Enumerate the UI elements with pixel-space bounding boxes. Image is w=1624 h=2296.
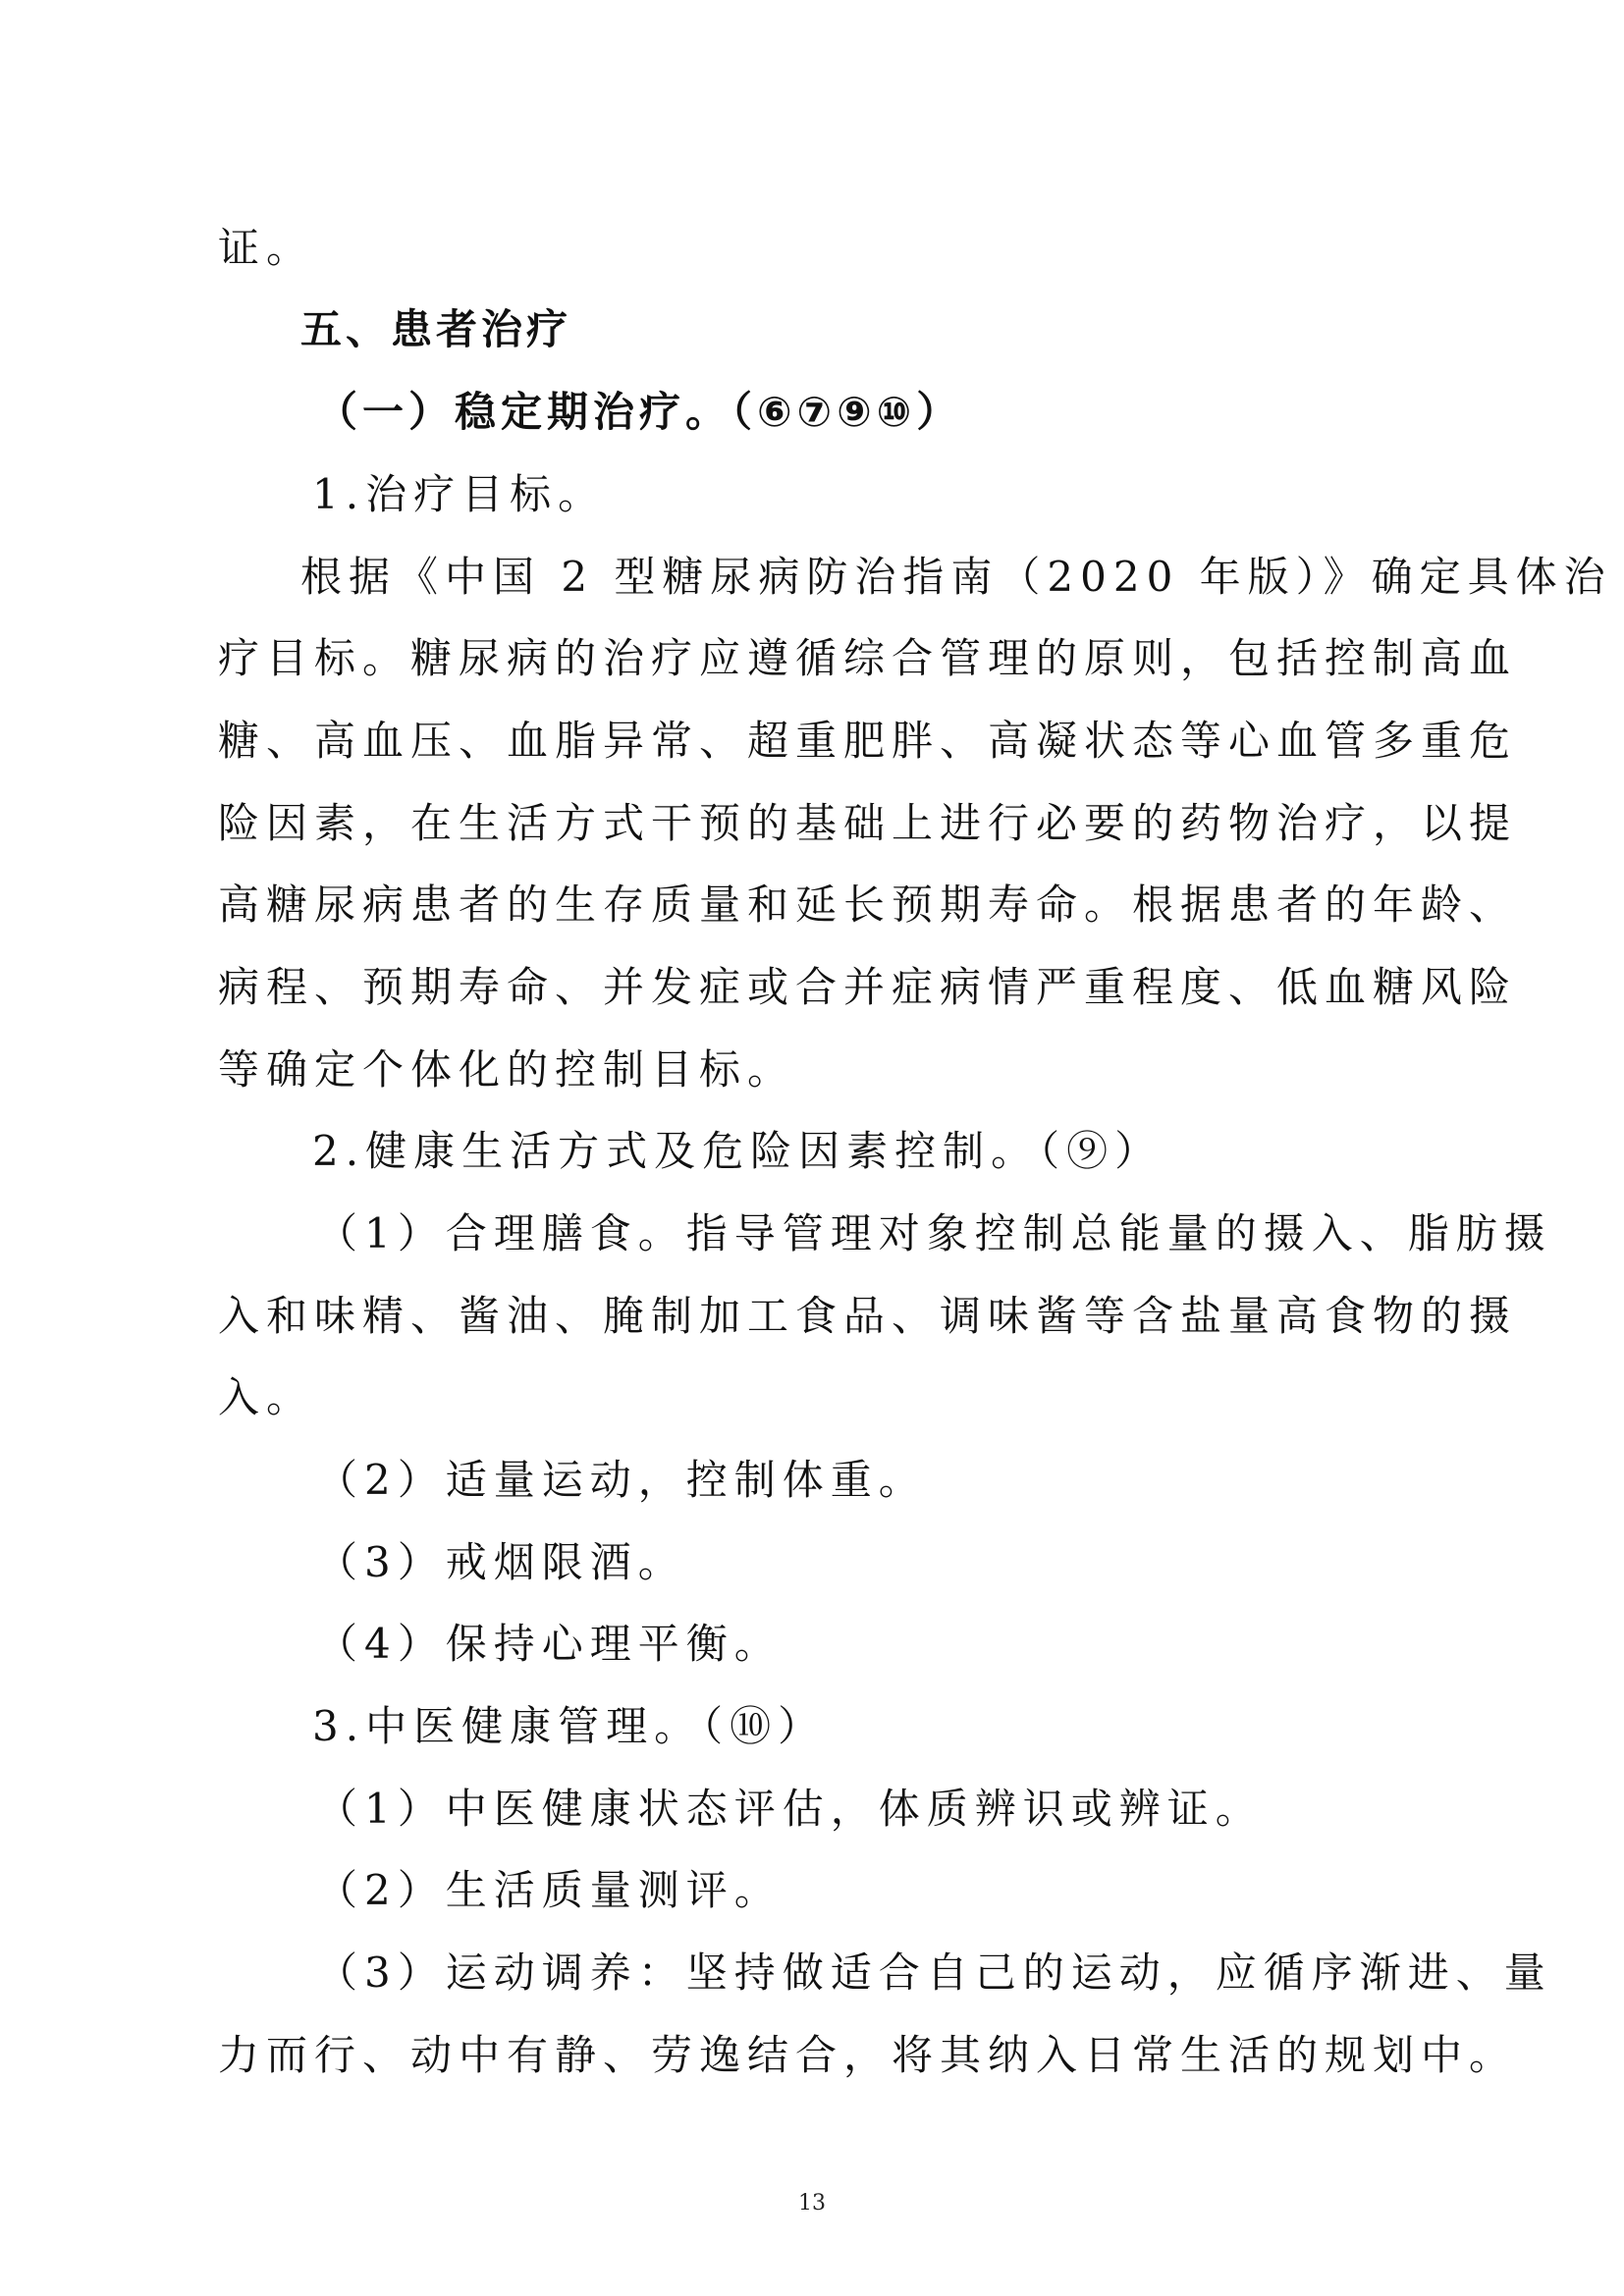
item-heading: 1.治疗目标。 [312, 470, 607, 518]
list-item: （1）中医健康状态评估，体质辨识或辨证。 [316, 1785, 1264, 1833]
subsection-heading: （一）稳定期治疗。（⑥⑦⑨⑩） [316, 388, 963, 436]
paragraph-line: 病程、预期寿命、并发症或合并症病情严重程度、低血糖风险 [218, 963, 1518, 1011]
paragraph-line: 根据《中国 2 型糖尿病防治指南（2020 年版）》确定具体治 [300, 553, 1612, 601]
list-item-line: （3）运动调养：坚持做适合自己的运动，应循序渐进、量 [316, 1949, 1552, 1997]
item-heading: 2.健康生活方式及危险因素控制。（⑨） [312, 1127, 1164, 1175]
list-item-line: 入。 [218, 1373, 315, 1421]
list-item-line: 入和味精、酱油、腌制加工食品、调味酱等含盐量高食物的摄 [218, 1292, 1518, 1340]
page-number: 13 [798, 2191, 826, 2216]
list-item: （2）生活质量测评。 [316, 1866, 783, 1914]
section-heading: 五、患者治疗 [300, 305, 572, 353]
item-heading: 3.中医健康管理。（⑩） [312, 1702, 827, 1750]
paragraph-line: 疗目标。糖尿病的治疗应遵循综合管理的原则，包括控制高血 [218, 634, 1518, 682]
list-item: （3）戒烟限酒。 [316, 1538, 686, 1586]
paragraph-line: 等确定个体化的控制目标。 [218, 1045, 796, 1094]
list-item: （4）保持心理平衡。 [316, 1620, 783, 1668]
paragraph-line: 糖、高血压、血脂异常、超重肥胖、高凝状态等心血管多重危 [218, 717, 1518, 765]
list-item-line: 力而行、动中有静、劳逸结合，将其纳入日常生活的规划中。 [218, 2031, 1518, 2079]
text-line-continuation: 证。 [218, 224, 315, 272]
paragraph-line: 高糖尿病患者的生存质量和延长预期寿命。根据患者的年龄、 [218, 881, 1518, 929]
list-item-line: （1）合理膳食。指导管理对象控制总能量的摄入、脂肪摄 [316, 1209, 1552, 1257]
list-item: （2）适量运动，控制体重。 [316, 1456, 927, 1504]
paragraph-line: 险因素，在生活方式干预的基础上进行必要的药物治疗，以提 [218, 799, 1518, 847]
